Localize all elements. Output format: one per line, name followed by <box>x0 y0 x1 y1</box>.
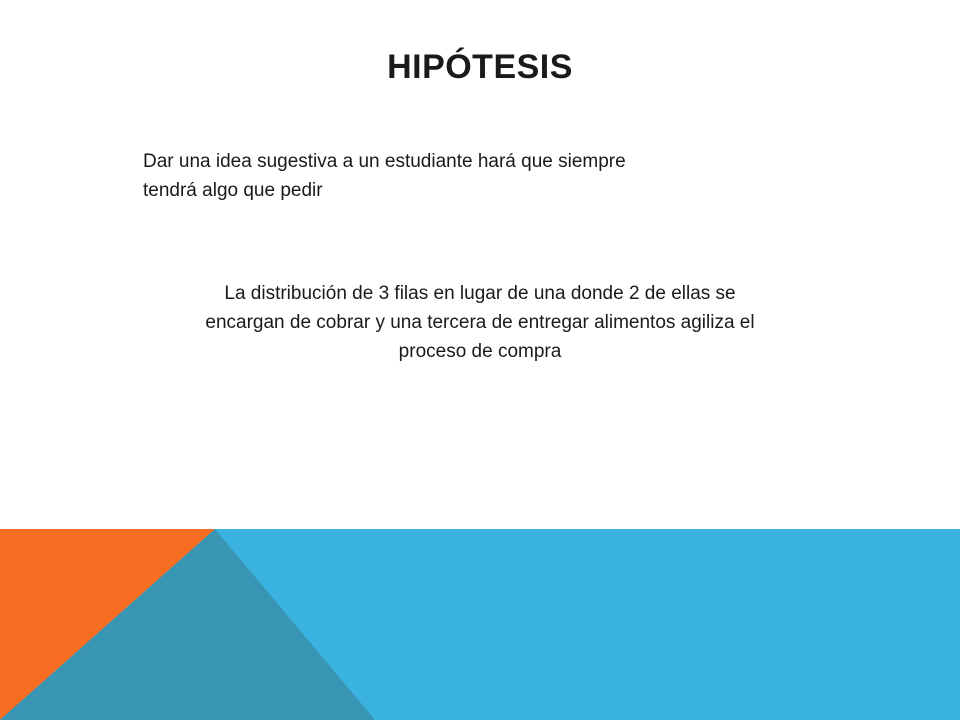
hypothesis-text-2 <box>140 279 820 366</box>
hypothesis-1-line: tendrá algo que pedir <box>143 180 323 201</box>
hypothesis-2-line: proceso de compra <box>398 341 562 362</box>
hypothesis-text-1 <box>143 147 783 205</box>
hypothesis-2-line: La distribución de 3 filas en lugar de una donde 2 de ellas se <box>224 283 736 304</box>
decorative-color-band <box>0 529 960 720</box>
hypothesis-1-line: Dar una idea sugestiva a un estudiante hará que siempre <box>143 151 626 172</box>
hypothesis-2-line: encargan de cobrar y una tercera de entregar alimentos agiliza el <box>205 312 755 333</box>
slide-title: HIPÓTESIS <box>387 48 573 86</box>
